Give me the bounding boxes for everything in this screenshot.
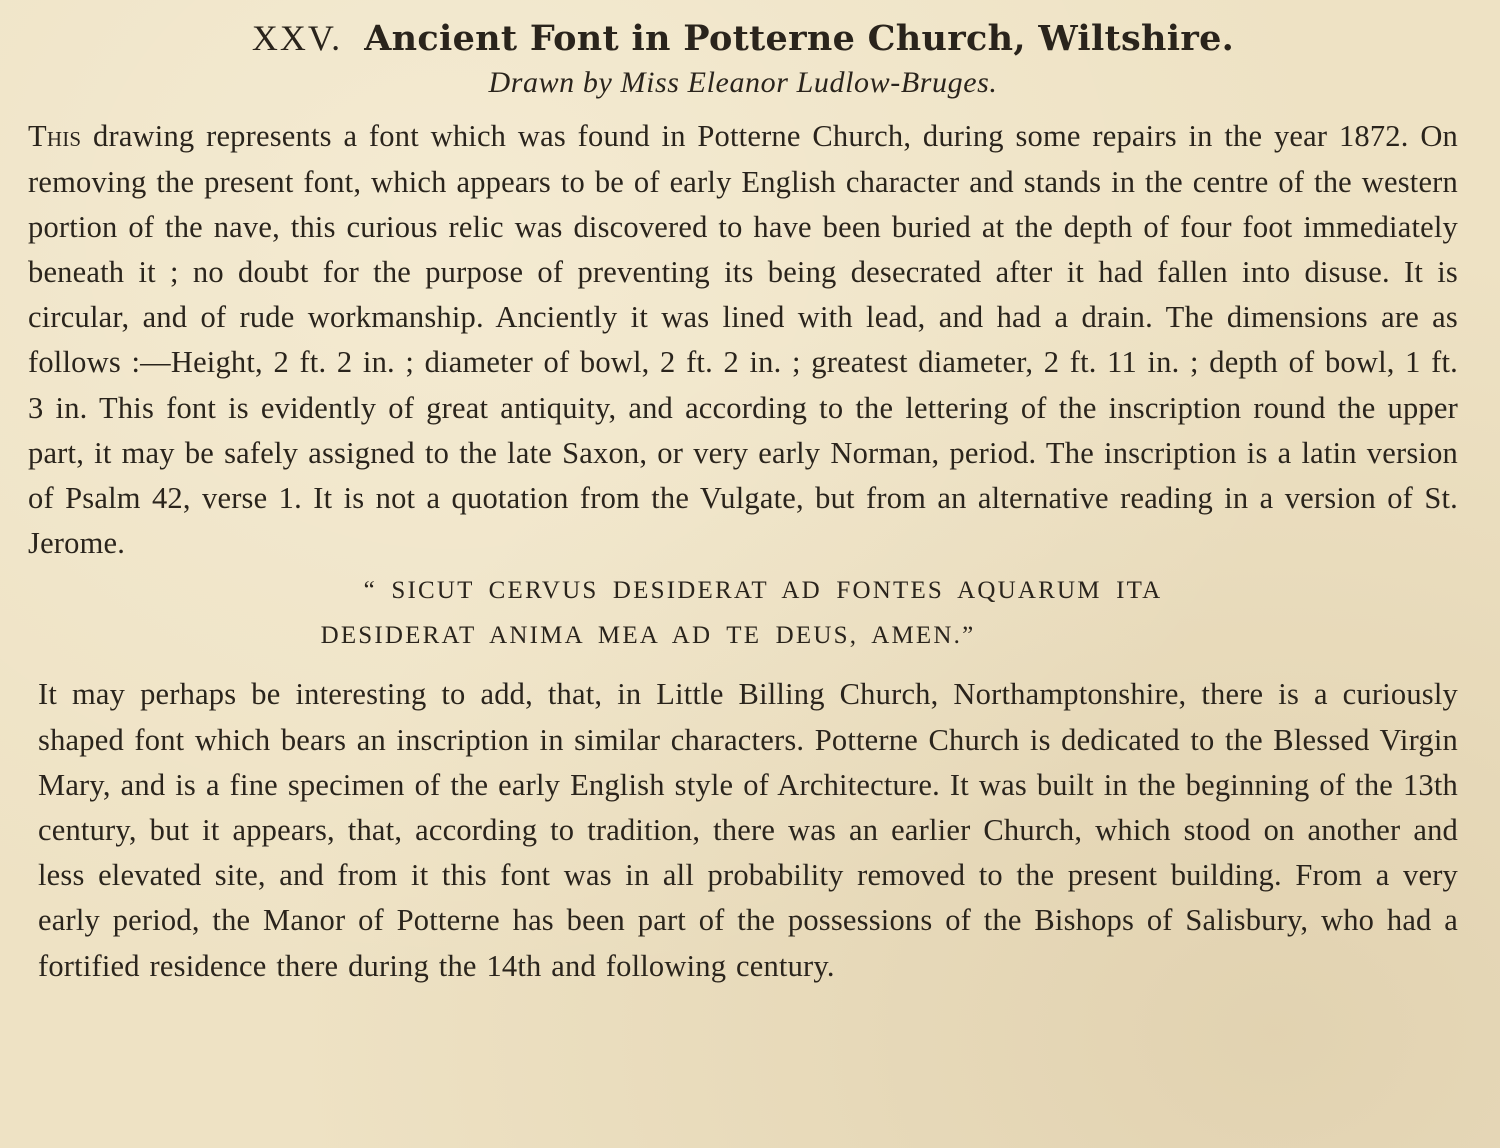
inscription-line-2: DESIDERAT ANIMA MEA AD TE DEUS, AMEN.”	[320, 622, 976, 650]
paragraph-additional: It may perhaps be interesting to add, that, in Little Billing Church, Northamptonshire, there is a curiously shaped font which bears an inscription in similar characters. Potterne Church is dedicated to the Blessed Virgin Mary, and is a fine specimen of the early English style of Architecture. It was built in the beginning of the 13th century, but it appears, that, according to tradition, there was an earlier Church, which stood on another and less elevated site, and from it this font was in all probability removed to the present building. From a very early period, the Manor of Potterne has been part of the possessions of the Bishops of Salisbury, who had a fortified residence there during the 14th and following century.	[38, 677, 1458, 983]
drop-lead-word: This	[28, 119, 82, 154]
paragraph-intro-text: drawing represents a font which was found in Potterne Church, during some repairs in the year 1872. On removing the present font, which appears to be of early English character and stands in the centre of the western portion of the nave, this curious relic was discovered to have been buried at the depth of four foot immediately beneath it ; no doubt for the purpose of preventing its being desecrated after it had fallen into disuse. It is circular, and of rude workmanship. Anciently it was lined with lead, and had a drain. The dimensions are as follows :—Height, 2 ft. 2 in. ; diameter of bowl, 2 ft. 2 in. ; greatest diameter, 2 ft. 11 in. ; depth of bowl, 1 ft. 3 in. This font is evidently of great antiquity, and according to the lettering of the inscription round the upper part, it may be safely assigned to the late Saxon, or very early Norman, period. The inscription is a latin version of Psalm 42, verse 1. It is not a quotation from the Vulgate, but from an alternative reading in a version of St. Jerome.	[28, 119, 1458, 561]
plate-number: XXV.	[251, 18, 343, 58]
page-heading	[28, 18, 1458, 59]
inscription-quote	[28, 568, 1458, 658]
inscription-line-1: “ SICUT CERVUS DESIDERAT AD FONTES AQUARUM ITA	[363, 577, 1163, 605]
paragraph-intro	[28, 114, 1458, 566]
plate-title: Ancient Font in Potterne Church, Wiltshire.	[364, 18, 1235, 59]
byline: Drawn by Miss Eleanor Ludlow-Bruges.	[488, 66, 998, 100]
